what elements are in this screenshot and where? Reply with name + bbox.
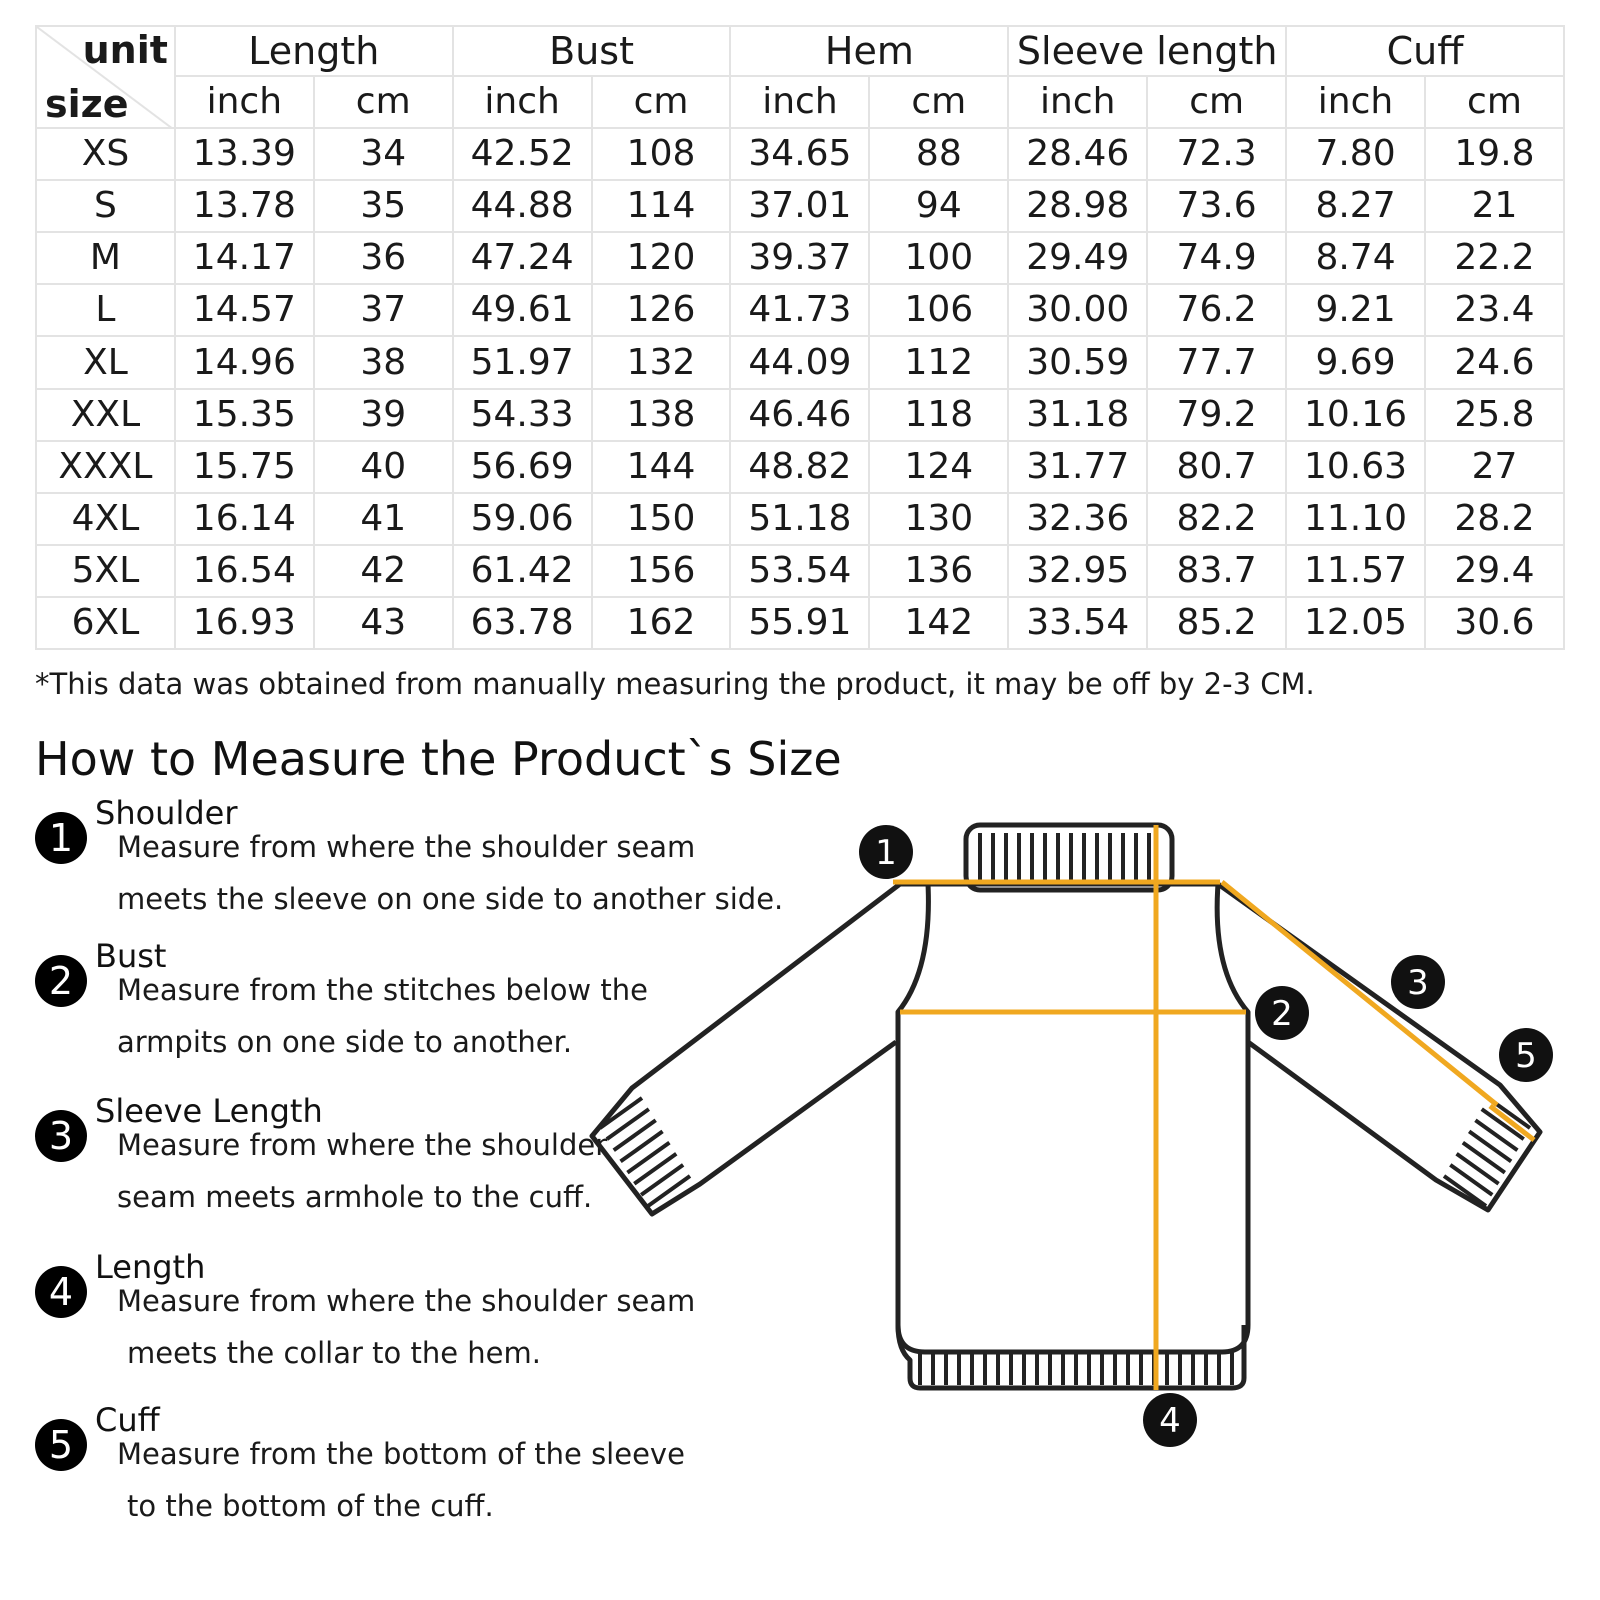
value-cell: 85.2 [1147, 597, 1286, 649]
unit-header-cm: cm [1147, 76, 1286, 128]
svg-text:1: 1 [875, 833, 897, 873]
size-cell: XL [36, 336, 175, 388]
value-cell: 114 [592, 180, 731, 232]
value-cell: 100 [869, 232, 1008, 284]
table-row [36, 336, 1564, 388]
value-cell: 34.65 [730, 128, 869, 180]
instruction-text: Measure from where the shoulder seam [117, 1284, 696, 1318]
value-cell: 77.7 [1147, 336, 1286, 388]
instruction-title: Length [95, 1248, 206, 1286]
unit-header-inch: inch [175, 76, 314, 128]
value-cell: 32.95 [1008, 545, 1147, 597]
value-cell: 162 [592, 597, 731, 649]
left-cuff-rib [634, 1154, 676, 1184]
left-cuff-rib [621, 1131, 663, 1161]
value-cell: 24.6 [1425, 336, 1564, 388]
unit-header-cm: cm [314, 76, 453, 128]
value-cell: 32.36 [1008, 493, 1147, 545]
value-cell: 21 [1425, 180, 1564, 232]
value-cell: 28.2 [1425, 493, 1564, 545]
value-cell: 51.18 [730, 493, 869, 545]
value-cell: 49.61 [453, 284, 592, 336]
value-cell: 79.2 [1147, 389, 1286, 441]
value-cell: 61.42 [453, 545, 592, 597]
unit-header-cm: cm [592, 76, 731, 128]
value-cell: 156 [592, 545, 731, 597]
value-cell: 30.59 [1008, 336, 1147, 388]
left-cuff-rib [614, 1120, 656, 1150]
unit-header-inch: inch [1286, 76, 1425, 128]
sweater-outline [592, 825, 1540, 1388]
size-cell: L [36, 284, 175, 336]
value-cell: 124 [869, 441, 1008, 493]
value-cell: 94 [869, 180, 1008, 232]
instruction-title: Bust [95, 937, 167, 975]
value-cell: 106 [869, 284, 1008, 336]
value-cell: 29.49 [1008, 232, 1147, 284]
right-cuff-rib [1469, 1131, 1511, 1161]
table-row [36, 389, 1564, 441]
value-cell: 72.3 [1147, 128, 1286, 180]
step-badge-3: 3 [35, 1110, 87, 1162]
value-cell: 130 [869, 493, 1008, 545]
unit-header-inch: inch [730, 76, 869, 128]
value-cell: 59.06 [453, 493, 592, 545]
value-cell: 47.24 [453, 232, 592, 284]
value-cell: 37 [314, 284, 453, 336]
step-badge-4: 4 [35, 1266, 87, 1318]
section-title: How to Measure the Product`s Size [35, 732, 842, 786]
unit-header-inch: inch [1008, 76, 1147, 128]
value-cell: 42.52 [453, 128, 592, 180]
value-cell: 35 [314, 180, 453, 232]
value-cell: 39 [314, 389, 453, 441]
instruction-text: to the bottom of the cuff. [127, 1489, 494, 1523]
value-cell: 55.91 [730, 597, 869, 649]
value-cell: 56.69 [453, 441, 592, 493]
sweater-measurement-diagram [580, 800, 1580, 1560]
svg-text:3: 3 [1407, 963, 1429, 1003]
size-cell: 5XL [36, 545, 175, 597]
table-row [36, 284, 1564, 336]
table-corner-header [36, 26, 175, 128]
value-cell: 41 [314, 493, 453, 545]
value-cell: 31.18 [1008, 389, 1147, 441]
value-cell: 16.14 [175, 493, 314, 545]
diagram-badge-4 [1143, 1393, 1197, 1447]
value-cell: 8.74 [1286, 232, 1425, 284]
value-cell: 118 [869, 389, 1008, 441]
value-cell: 11.10 [1286, 493, 1425, 545]
step-badge-2: 2 [35, 955, 87, 1007]
value-cell: 14.17 [175, 232, 314, 284]
value-cell: 112 [869, 336, 1008, 388]
size-chart-table [35, 25, 1565, 650]
size-cell: 6XL [36, 597, 175, 649]
instruction-text: Measure from the stitches below the [117, 973, 648, 1007]
value-cell: 82.2 [1147, 493, 1286, 545]
unit-header-inch: inch [453, 76, 592, 128]
measurement-note: *This data was obtained from manually measuring the product, it may be off by 2-3 CM. [35, 667, 1315, 701]
value-cell: 9.69 [1286, 336, 1425, 388]
instruction-title: Sleeve Length [95, 1092, 323, 1130]
right-cuff-rib [1457, 1154, 1499, 1184]
header-length: Length [175, 26, 453, 76]
value-cell: 23.4 [1425, 284, 1564, 336]
value-cell: 43 [314, 597, 453, 649]
value-cell: 31.77 [1008, 441, 1147, 493]
value-cell: 44.88 [453, 180, 592, 232]
value-cell: 138 [592, 389, 731, 441]
value-cell: 41.73 [730, 284, 869, 336]
sleeve-measure-line [1222, 882, 1497, 1105]
unit-header-cm: cm [869, 76, 1008, 128]
left-cuff-rib [641, 1165, 683, 1195]
value-cell: 33.54 [1008, 597, 1147, 649]
instruction-title: Cuff [95, 1401, 160, 1439]
sweater-body [898, 884, 1248, 1352]
header-sleeve-length: Sleeve length [1008, 26, 1286, 76]
value-cell: 48.82 [730, 441, 869, 493]
value-cell: 38 [314, 336, 453, 388]
diagram-badge-5 [1499, 1028, 1553, 1082]
step-badge-1: 1 [35, 812, 87, 864]
value-cell: 88 [869, 128, 1008, 180]
value-cell: 30.6 [1425, 597, 1564, 649]
value-cell: 51.97 [453, 336, 592, 388]
unit-header-cm: cm [1425, 76, 1564, 128]
value-cell: 76.2 [1147, 284, 1286, 336]
left-cuff-rib [627, 1143, 669, 1173]
header-cuff: Cuff [1286, 26, 1564, 76]
instruction-text: Measure from the bottom of the sleeve [117, 1437, 685, 1471]
value-cell: 10.63 [1286, 441, 1425, 493]
value-cell: 46.46 [730, 389, 869, 441]
ribbing-lines [600, 833, 1530, 1385]
table-row [36, 545, 1564, 597]
value-cell: 36 [314, 232, 453, 284]
value-cell: 34 [314, 128, 453, 180]
diagram-badge-1 [859, 825, 913, 879]
instruction-title: Shoulder [95, 794, 238, 832]
value-cell: 13.78 [175, 180, 314, 232]
value-cell: 40 [314, 441, 453, 493]
value-cell: 28.98 [1008, 180, 1147, 232]
value-cell: 15.75 [175, 441, 314, 493]
step-badge-5: 5 [35, 1419, 87, 1471]
instruction-text: meets the collar to the hem. [127, 1336, 541, 1370]
header-bust: Bust [453, 26, 731, 76]
table-row [36, 232, 1564, 284]
value-cell: 63.78 [453, 597, 592, 649]
corner-unit-label: unit [82, 28, 168, 72]
value-cell: 28.46 [1008, 128, 1147, 180]
value-cell: 150 [592, 493, 731, 545]
value-cell: 39.37 [730, 232, 869, 284]
value-cell: 136 [869, 545, 1008, 597]
value-cell: 13.39 [175, 128, 314, 180]
value-cell: 120 [592, 232, 731, 284]
size-cell: XXL [36, 389, 175, 441]
value-cell: 144 [592, 441, 731, 493]
value-cell: 16.54 [175, 545, 314, 597]
instruction-text: seam meets armhole to the cuff. [117, 1180, 593, 1214]
table-row [36, 128, 1564, 180]
value-cell: 16.93 [175, 597, 314, 649]
value-cell: 30.00 [1008, 284, 1147, 336]
value-cell: 14.57 [175, 284, 314, 336]
value-cell: 25.8 [1425, 389, 1564, 441]
value-cell: 19.8 [1425, 128, 1564, 180]
value-cell: 80.7 [1147, 441, 1286, 493]
value-cell: 126 [592, 284, 731, 336]
value-cell: 74.9 [1147, 232, 1286, 284]
diagram-badge-2 [1255, 986, 1309, 1040]
value-cell: 37.01 [730, 180, 869, 232]
table-row [36, 180, 1564, 232]
size-cell: XXXL [36, 441, 175, 493]
measurement-lines [893, 825, 1534, 1390]
size-cell: S [36, 180, 175, 232]
value-cell: 53.54 [730, 545, 869, 597]
value-cell: 54.33 [453, 389, 592, 441]
svg-text:4: 4 [1159, 1401, 1181, 1441]
value-cell: 15.35 [175, 389, 314, 441]
value-cell: 9.21 [1286, 284, 1425, 336]
size-cell: 4XL [36, 493, 175, 545]
value-cell: 22.2 [1425, 232, 1564, 284]
instruction-text: meets the sleeve on one side to another side. [117, 882, 784, 916]
size-cell: M [36, 232, 175, 284]
instruction-text: armpits on one side to another. [117, 1025, 573, 1059]
value-cell: 83.7 [1147, 545, 1286, 597]
value-cell: 8.27 [1286, 180, 1425, 232]
value-cell: 132 [592, 336, 731, 388]
corner-size-label: size [45, 82, 129, 127]
svg-text:5: 5 [1515, 1036, 1537, 1076]
value-cell: 44.09 [730, 336, 869, 388]
value-cell: 10.16 [1286, 389, 1425, 441]
value-cell: 7.80 [1286, 128, 1425, 180]
instruction-text: Measure from where the shoulder seam [117, 830, 696, 864]
value-cell: 14.96 [175, 336, 314, 388]
right-cuff-rib [1463, 1143, 1505, 1173]
svg-text:2: 2 [1271, 994, 1293, 1034]
value-cell: 11.57 [1286, 545, 1425, 597]
table-row [36, 441, 1564, 493]
value-cell: 142 [869, 597, 1008, 649]
value-cell: 42 [314, 545, 453, 597]
diagram-badge-3 [1391, 955, 1445, 1009]
value-cell: 108 [592, 128, 731, 180]
value-cell: 29.4 [1425, 545, 1564, 597]
table-row [36, 493, 1564, 545]
instruction-text: Measure from where the shoulder [117, 1128, 608, 1162]
size-cell: XS [36, 128, 175, 180]
header-hem: Hem [730, 26, 1008, 76]
value-cell: 27 [1425, 441, 1564, 493]
table-row [36, 597, 1564, 649]
value-cell: 73.6 [1147, 180, 1286, 232]
value-cell: 12.05 [1286, 597, 1425, 649]
